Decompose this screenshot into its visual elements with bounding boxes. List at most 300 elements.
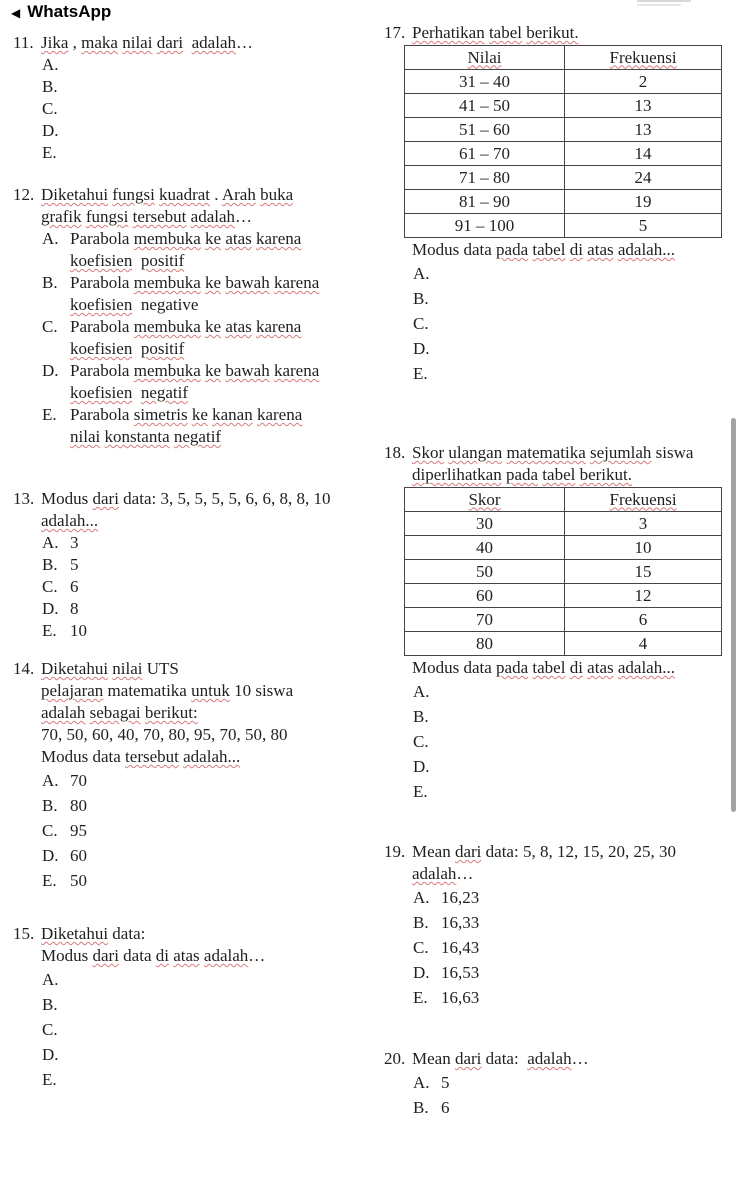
misspelled-word: di	[155, 946, 169, 965]
table-cell: 15	[565, 560, 722, 584]
misspelled-word: sebagai	[89, 703, 141, 722]
option-text	[70, 76, 369, 93]
option-item	[412, 779, 731, 804]
options-list	[412, 679, 731, 804]
misspelled-word: kanan	[212, 405, 253, 424]
misspelled-word: atas	[587, 658, 614, 677]
table-cell: 19	[565, 190, 722, 214]
misspelled-word: di	[569, 658, 583, 677]
option-item	[412, 679, 731, 704]
misspelled-word: ke	[205, 273, 222, 292]
question-body	[412, 442, 731, 804]
misspelled-word: dari	[454, 1049, 482, 1068]
question-body	[412, 22, 731, 386]
question-text-line: grafik fungsi tersebut adalah…	[41, 207, 253, 226]
option-text	[441, 754, 731, 771]
option-label: B.	[42, 555, 58, 574]
table-column-header	[565, 488, 722, 512]
table-cell: 51 – 60	[405, 118, 565, 142]
misspelled-word: ke	[205, 317, 222, 336]
misspelled-word: adalah	[203, 946, 249, 965]
option-item	[41, 54, 369, 76]
option-item	[41, 868, 369, 893]
option-text-line: 95	[70, 821, 87, 840]
option-item	[412, 729, 731, 754]
misspelled-word: negatif	[140, 383, 189, 402]
option-item	[41, 272, 369, 316]
option-item	[412, 336, 731, 361]
option-text	[70, 54, 369, 71]
option-item	[412, 1070, 731, 1095]
option-item	[41, 554, 369, 576]
options-list	[41, 228, 369, 448]
option-text-line	[441, 361, 731, 378]
question-text-line: Jika , maka nilai dari adalah…	[41, 33, 253, 52]
misspelled-word: adalah	[412, 864, 457, 883]
option-label: D.	[413, 757, 430, 776]
misspelled-word: Diketahui	[41, 185, 109, 204]
misspelled-word: atas	[587, 240, 614, 259]
question-text-line: Skor ulangan matematika sejumlah siswa	[412, 443, 694, 462]
option-item	[412, 361, 731, 386]
frequency-table	[404, 45, 722, 238]
option-label: A.	[413, 264, 430, 283]
option-text	[441, 985, 731, 1010]
option-label: C.	[42, 577, 58, 596]
option-item	[41, 228, 369, 272]
table-row	[405, 70, 722, 94]
misspelled-word: ke	[205, 361, 222, 380]
options-list	[41, 967, 369, 1092]
misspelled-word: buka	[260, 185, 294, 204]
misspelled-word: ke	[205, 229, 222, 248]
question-number: 13.	[13, 489, 35, 508]
question-text-line: adalah…	[412, 864, 474, 883]
question-text-line: Modus data tersebut adalah...	[41, 747, 241, 766]
option-text-line: 8	[70, 599, 79, 618]
option-item	[41, 142, 369, 164]
question-body	[41, 488, 369, 642]
misspelled-word: karena	[256, 317, 302, 336]
option-item	[41, 818, 369, 843]
option-item	[41, 620, 369, 642]
misspelled-word: membuka	[133, 273, 201, 292]
misspelled-word: tersebut	[125, 747, 179, 766]
misspelled-word: grafik	[41, 207, 82, 226]
option-label: C.	[413, 314, 429, 333]
option-item	[41, 404, 369, 448]
misspelled-word: positif	[140, 339, 185, 358]
right-column	[384, 22, 731, 1120]
question-text-line: 70, 50, 60, 40, 70, 80, 95, 70, 50, 80	[41, 725, 288, 744]
question-body	[412, 1048, 731, 1120]
option-text	[70, 843, 369, 868]
option-text	[70, 120, 369, 137]
misspelled-word: koefisien	[70, 383, 133, 402]
option-label: A.	[413, 682, 430, 701]
option-item	[412, 1095, 731, 1120]
table-cell: 3	[565, 512, 722, 536]
question-number: 15.	[13, 924, 35, 943]
misspelled-word: koefisien	[70, 295, 133, 314]
option-label: A.	[42, 55, 59, 74]
option-text-line: 50	[70, 871, 87, 890]
question-number: 18.	[384, 443, 406, 462]
misspelled-word: adalah...	[41, 511, 99, 530]
option-text	[441, 885, 731, 910]
option-item	[41, 967, 369, 992]
option-text-line: 70	[70, 771, 87, 790]
table-header-row	[405, 488, 722, 512]
misspelled-word: Jika	[41, 33, 69, 52]
option-item	[412, 910, 731, 935]
option-label: B.	[42, 995, 58, 1014]
table-cell: 13	[565, 118, 722, 142]
question-body	[41, 32, 369, 164]
question-20	[384, 1048, 731, 1120]
option-item	[41, 598, 369, 620]
table-cell: 10	[565, 536, 722, 560]
misspelled-word: atas	[225, 317, 252, 336]
option-text	[70, 992, 369, 1009]
option-text-line: 5	[70, 555, 79, 574]
option-text-line: Parabola membuka ke bawah karena	[70, 361, 320, 380]
table-cell: 70	[405, 608, 565, 632]
option-text-line: 6	[441, 1098, 450, 1117]
option-text	[70, 967, 369, 984]
option-text-line	[441, 704, 731, 721]
option-item	[41, 360, 369, 404]
question-15	[13, 923, 369, 1092]
option-label: D.	[413, 339, 430, 358]
option-label: B.	[413, 1098, 429, 1117]
table-row	[405, 166, 722, 190]
option-item	[41, 120, 369, 142]
misspelled-word: berikut.	[579, 465, 632, 484]
table-cell: 41 – 50	[405, 94, 565, 118]
option-text-line: 80	[70, 796, 87, 815]
misspelled-word: Diketahui	[41, 659, 109, 678]
option-text-line	[70, 250, 369, 272]
option-text-line	[441, 729, 731, 746]
option-text-line	[441, 336, 731, 353]
back-to-app-button[interactable]	[11, 2, 111, 22]
option-text-line	[441, 679, 731, 696]
options-list	[412, 261, 731, 386]
option-text	[441, 935, 731, 960]
option-label: B.	[42, 273, 58, 292]
option-text-line	[441, 286, 731, 303]
question-text-line: Diketahui data:	[41, 924, 146, 943]
misspelled-word: koefisien	[70, 251, 133, 270]
question-18	[384, 442, 731, 804]
option-text-line	[70, 98, 369, 115]
table-cell: 91 – 100	[405, 214, 565, 238]
option-text	[441, 679, 731, 696]
misspelled-word: fungsi	[85, 207, 129, 226]
question-text-line: Modus data pada tabel di atas adalah...	[412, 240, 675, 259]
misspelled-word: dari	[92, 946, 119, 965]
option-item	[412, 985, 731, 1010]
option-text-line: 6	[70, 577, 79, 596]
option-text-line	[70, 382, 369, 404]
question-number: 20.	[384, 1049, 406, 1068]
option-label: E.	[413, 988, 428, 1007]
left-column	[13, 32, 369, 1092]
misspelled-word: pada	[505, 465, 539, 484]
question-number: 11.	[13, 33, 34, 52]
option-label: A.	[42, 229, 59, 248]
misspelled-word: Skor	[412, 443, 445, 462]
question-number: 19.	[384, 842, 406, 861]
option-text-line	[441, 261, 731, 278]
option-text-line: Parabola membuka ke bawah karena	[70, 273, 320, 292]
option-text-line: 60	[70, 846, 87, 865]
misspelled-word: Nilai	[467, 47, 502, 67]
misspelled-word: membuka	[133, 361, 201, 380]
question-text-line	[412, 464, 731, 486]
option-label: C.	[42, 1020, 58, 1039]
option-label: B.	[413, 289, 429, 308]
table-cell: 40	[405, 536, 565, 560]
option-text-line: Parabola membuka ke atas karena	[70, 317, 302, 336]
table-cell: 24	[565, 166, 722, 190]
misspelled-word: bawah	[225, 361, 270, 380]
option-item	[41, 768, 369, 793]
table-row	[405, 608, 722, 632]
misspelled-word: Frekuensi	[609, 47, 677, 67]
option-label: C.	[42, 317, 58, 336]
question-number: 12.	[13, 185, 35, 204]
misspelled-word: tabel	[532, 658, 566, 677]
table-cell: 13	[565, 94, 722, 118]
option-label: C.	[42, 821, 58, 840]
table-cell: 4	[565, 632, 722, 656]
option-label: E.	[42, 621, 57, 640]
option-text	[70, 1042, 369, 1059]
option-text-line	[70, 76, 369, 93]
option-label: A.	[42, 771, 59, 790]
question-text-line: Modus data pada tabel di atas adalah...	[412, 658, 675, 677]
misspelled-word: tabel	[532, 240, 566, 259]
option-item	[41, 316, 369, 360]
option-label: A.	[413, 888, 430, 907]
option-text-line	[70, 967, 369, 984]
misspelled-word: pada	[496, 240, 529, 259]
option-label: E.	[413, 364, 428, 383]
misspelled-word: pelajaran	[41, 681, 104, 700]
option-text	[70, 272, 369, 316]
option-text	[70, 818, 369, 843]
option-text-line	[70, 120, 369, 137]
option-label: B.	[42, 796, 58, 815]
option-text-line	[441, 754, 731, 771]
option-text	[70, 142, 369, 159]
option-text-line	[70, 142, 369, 159]
option-item	[41, 1067, 369, 1092]
option-text-line	[70, 426, 369, 448]
table-column-header	[405, 46, 565, 70]
option-text	[441, 704, 731, 721]
misspelled-word: membuka	[133, 229, 201, 248]
misspelled-word: positif	[140, 251, 185, 270]
option-text	[441, 261, 731, 278]
misspelled-word: Arah	[221, 185, 256, 204]
options-list	[41, 768, 369, 893]
table-cell: 31 – 40	[405, 70, 565, 94]
option-text-line	[70, 338, 369, 360]
option-label: D.	[42, 1045, 59, 1064]
option-text	[70, 620, 369, 642]
option-label: E.	[42, 405, 57, 424]
question-17	[384, 22, 731, 386]
misspelled-word: adalah	[191, 33, 236, 52]
misspelled-word: dari	[454, 842, 482, 861]
misspelled-word: atas	[173, 946, 200, 965]
misspelled-word: untuk	[191, 681, 230, 700]
option-text	[441, 361, 731, 378]
options-list	[412, 1070, 731, 1120]
misspelled-word: maka	[81, 33, 118, 52]
option-text-line: 5	[441, 1073, 450, 1092]
question-12	[13, 184, 369, 448]
option-text-line	[441, 311, 731, 328]
option-text-line: Parabola membuka ke atas karena	[70, 229, 302, 248]
option-text	[70, 868, 369, 893]
misspelled-word: konstanta	[104, 427, 170, 446]
misspelled-word: adalah...	[617, 240, 675, 259]
option-text	[441, 311, 731, 328]
misspelled-word: diperlihatkan	[412, 465, 502, 484]
option-text	[441, 729, 731, 746]
table-row	[405, 584, 722, 608]
question-19	[384, 841, 731, 1010]
misspelled-word: adalah	[527, 1049, 572, 1068]
question-14	[13, 658, 369, 893]
question-11	[13, 32, 369, 164]
cropped-top-right-artifact	[637, 0, 691, 8]
option-label: D.	[42, 846, 59, 865]
option-text-line	[441, 779, 731, 796]
option-text	[70, 576, 369, 598]
option-text-line: koefisien negative	[70, 295, 199, 314]
option-item	[412, 261, 731, 286]
option-text	[70, 768, 369, 793]
option-label: D.	[42, 361, 59, 380]
option-item	[41, 76, 369, 98]
misspelled-word: negatif	[173, 427, 222, 446]
table-cell: 14	[565, 142, 722, 166]
misspelled-word: adalah	[41, 703, 86, 722]
option-text-line	[70, 992, 369, 1009]
scrollbar-thumb[interactable]	[731, 418, 736, 812]
table-cell: 12	[565, 584, 722, 608]
option-text	[441, 336, 731, 353]
option-text-line	[70, 1042, 369, 1059]
option-text-line: 16,53	[441, 963, 480, 982]
option-text	[441, 286, 731, 303]
option-item	[41, 1017, 369, 1042]
option-text	[441, 910, 731, 935]
option-label: D.	[42, 599, 59, 618]
back-triangle-icon: ◀	[11, 6, 21, 20]
option-text-line	[70, 1017, 369, 1034]
option-item	[41, 98, 369, 120]
option-label: B.	[413, 707, 429, 726]
option-text-line	[70, 1067, 369, 1084]
option-item	[41, 1042, 369, 1067]
misspelled-word: berikut.	[526, 23, 579, 42]
option-item	[41, 576, 369, 598]
option-text	[70, 228, 369, 272]
misspelled-word: Diketahui	[41, 924, 109, 943]
table-row	[405, 118, 722, 142]
misspelled-word: nilai	[70, 427, 101, 446]
table-cell: 81 – 90	[405, 190, 565, 214]
option-text	[70, 1067, 369, 1084]
question-number: 17.	[384, 23, 406, 42]
table-cell: 30	[405, 512, 565, 536]
misspelled-word: Skor	[468, 489, 501, 509]
option-text-line: 16,63	[441, 988, 480, 1007]
misspelled-word: dari	[92, 489, 119, 508]
misspelled-word: dari	[156, 33, 184, 52]
question-text-line	[41, 702, 369, 724]
misspelled-word: Perhatikan	[412, 23, 485, 42]
table-row	[405, 560, 722, 584]
table-header-row	[405, 46, 722, 70]
question-text-line: Modus dari data di atas adalah…	[41, 946, 266, 965]
question-text-line	[412, 22, 731, 44]
misspelled-word: matematika	[506, 443, 586, 462]
misspelled-word: berikut:	[144, 703, 198, 722]
option-text	[70, 554, 369, 576]
misspelled-word: adalah	[190, 207, 236, 226]
option-text-line: 16,43	[441, 938, 480, 957]
table-cell: 50	[405, 560, 565, 584]
option-label: C.	[413, 938, 429, 957]
option-text	[441, 1070, 731, 1095]
option-text-line: 16,33	[441, 913, 480, 932]
misspelled-word: ulangan	[448, 443, 503, 462]
option-item	[412, 704, 731, 729]
option-label: B.	[42, 77, 58, 96]
option-text	[70, 532, 369, 554]
misspelled-word: membuka	[133, 317, 201, 336]
option-item	[412, 311, 731, 336]
option-text	[70, 360, 369, 404]
option-text-line: Parabola simetris ke kanan karena	[70, 405, 303, 424]
misspelled-word: tersebut	[132, 207, 187, 226]
question-text-line: pelajaran matematika untuk 10 siswa	[41, 681, 294, 700]
question-text-line: Mean dari data: adalah…	[412, 1049, 589, 1068]
misspelled-word: bawah	[225, 273, 270, 292]
table-row	[405, 632, 722, 656]
misspelled-word: adalah...	[183, 747, 241, 766]
option-item	[412, 286, 731, 311]
option-label: D.	[413, 963, 430, 982]
option-label: E.	[42, 143, 57, 162]
option-text	[441, 960, 731, 985]
misspelled-word: koefisien	[70, 339, 133, 358]
misspelled-word: karena	[256, 229, 302, 248]
table-cell: 80	[405, 632, 565, 656]
option-text-line	[70, 54, 369, 71]
option-label: B.	[413, 913, 429, 932]
table-row	[405, 536, 722, 560]
misspelled-word: atas	[225, 229, 252, 248]
question-text-line: Modus dari data: 3, 5, 5, 5, 5, 6, 6, 8, 8, 10	[41, 489, 331, 508]
